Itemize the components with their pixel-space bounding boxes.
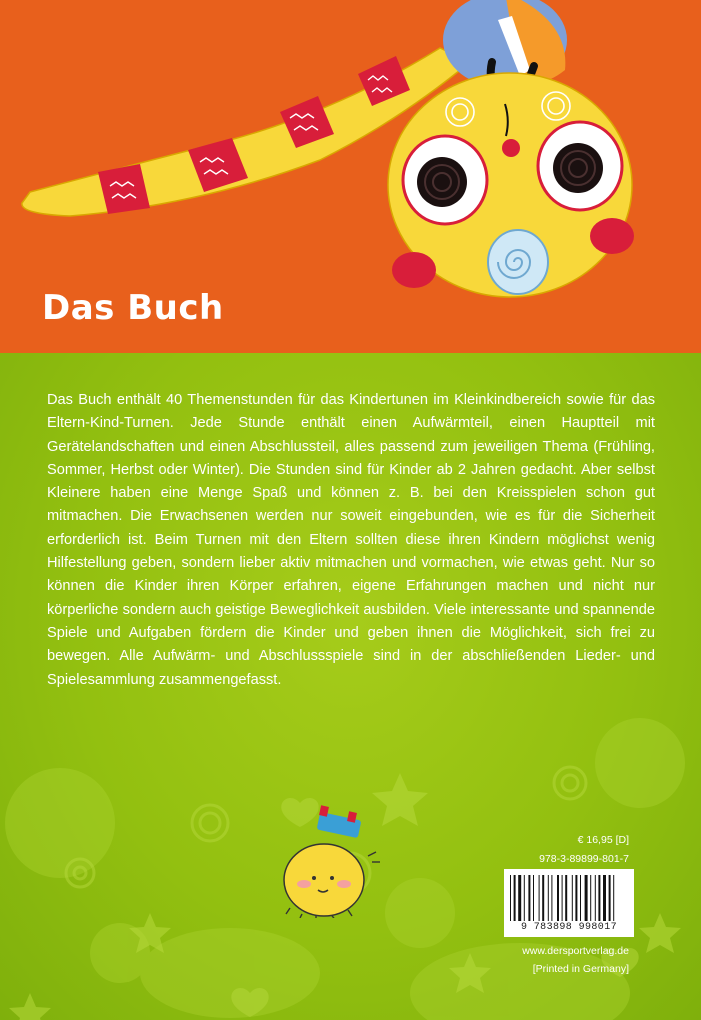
barcode: [504, 869, 634, 937]
barcode-bar: [562, 875, 563, 921]
foot-right: [590, 218, 634, 254]
barcode-bar: [609, 875, 611, 921]
barcode-bar: [542, 875, 544, 921]
barcode-digits: 9 783898 998017: [520, 922, 617, 933]
barcode-bar: [603, 875, 606, 921]
bottom-green-panel: [0, 353, 701, 1020]
mascot-head: [284, 844, 364, 916]
barcode-bar: [518, 875, 521, 921]
barcode-bar: [548, 875, 549, 921]
barcode-bar: [580, 875, 581, 921]
barcode-bar: [598, 875, 600, 921]
barcode-bar: [528, 875, 530, 921]
nose: [502, 139, 520, 157]
eye-right: [538, 122, 622, 210]
barcode-bar: [575, 875, 577, 921]
isbn-label: 978-3-89899-801-7: [539, 853, 629, 865]
pacifier: [488, 230, 548, 294]
price-isbn-block: [539, 831, 629, 869]
barcode-bar: [533, 875, 534, 921]
barcode-bar: [595, 875, 596, 921]
top-orange-panel: [0, 0, 701, 353]
page-title: Das Buch: [42, 288, 224, 328]
barcode-bar: [551, 875, 552, 921]
barcode-bar: [539, 875, 540, 921]
foot-left: [392, 252, 436, 288]
barcode-bar: [572, 875, 573, 921]
price-label: € 16,95 [D]: [577, 834, 629, 846]
printed-in-label: [Printed in Germany]: [532, 963, 629, 975]
publisher-website[interactable]: www.dersportverlag.de: [522, 945, 629, 957]
barcode-bar: [565, 875, 567, 921]
barcode-bar: [613, 875, 614, 921]
barcode-bar: [557, 875, 559, 921]
small-caterpillar-mascot: [270, 798, 390, 918]
eye-left: [403, 136, 487, 224]
barcode-bar: [590, 875, 591, 921]
barcode-bar: [510, 875, 511, 921]
barcode-bar: [585, 875, 588, 921]
book-description: Das Buch enthält 40 Themenstunden für das Kindertunen im Kleinkindbereich sowie für das Eltern-Kind-Turnen. Jede Stunde enthält einen Aufwärmteil, einen Hauptteil mit Gerätelandschaften und einen Abschlussteil, alles passend zum jeweiligen Thema (Frühling, Sommer, Herbst oder Winter). Die Stunden sind für Kinder ab 2 Jahren gedacht. Aber selbst Kleinere haben eine Menge Spaß und können z. B. bei den Kreisspielen schon gut mitmachen. Die Erwachsenen werden nur soweit eingebunden, wie es für die Sicherheit erforderlich ist. Beim Turnen mit den Eltern sollten diese ihren Kindern möglichst wenig Hilfestellung geben, sondern lieber aktiv mitmachen und vormachen, wie etwas geht. Nur so können die Kinder ihren Körper erfahren, eigene Erfahrungen machen und nicht nur körperliche sondern auch geistige Beweglichkeit ausbilden. Viele interessante und spannende Spiele und Aufgaben fördern die Kinder und geben ihnen die Möglichkeit, sich frei zu bewegen. Alle Aufwärm- und Abschlussspiele sind in der abschließenden Lieder- und Spielesammlung zusammengefasst.: [47, 392, 655, 688]
barcode-bar: [514, 875, 516, 921]
barcode-bar: [524, 875, 525, 921]
